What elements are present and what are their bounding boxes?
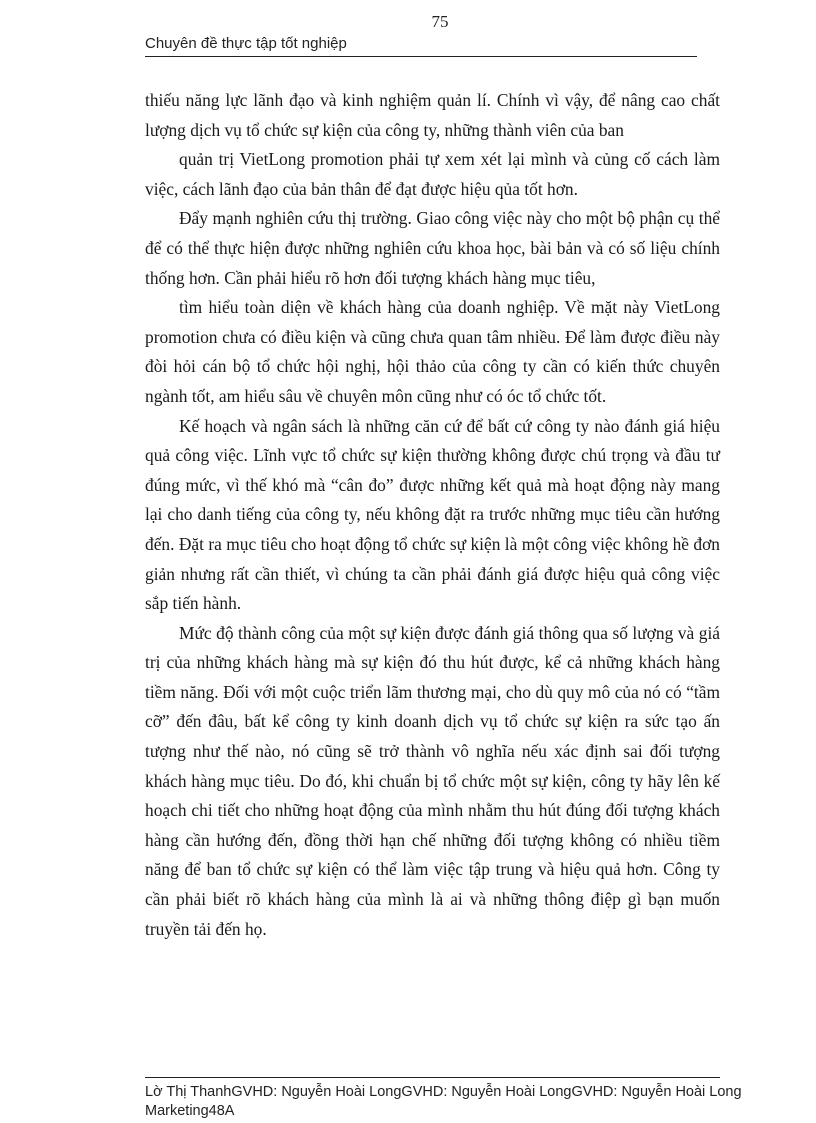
document-body — [145, 86, 720, 944]
footer-class-line: Marketing48A — [145, 1103, 235, 1119]
header-title: Chuyên đề thực tập tốt nghiệp — [145, 35, 347, 52]
footer-divider — [145, 1077, 720, 1078]
header-divider — [145, 56, 697, 57]
paragraph: tìm hiểu toàn diện về khách hàng của doanh nghiệp. Về mặt này VietLong promotion chưa có điều kiện và cũng chưa quan tâm nhiều. Để làm được điều này đòi hỏi cán bộ tổ chức hội nghị, hội thảo của công ty cần có kiến thức chuyên ngành tốt, am hiểu sâu về chuyên môn cũng như có óc tổ chức tốt. — [145, 297, 720, 406]
paragraph: Đẩy mạnh nghiên cứu thị trường. Giao công việc này cho một bộ phận cụ thể để có thể thực hiện được những nghiên cứu khoa học, bài bản và có số liệu chính thống hơn. Cần phải hiểu rõ hơn đối tượng khách hàng mục tiêu, — [145, 208, 720, 288]
page-number: 75 — [431, 12, 449, 31]
paragraph: thiếu năng lực lãnh đạo và kinh nghiệm quản lí. Chính vì vậy, để nâng cao chất lượng dịch vụ tổ chức sự kiện của công ty, những thành viên của ban — [145, 90, 720, 140]
paragraph: Kế hoạch và ngân sách là những căn cứ để bất cứ công ty nào đánh giá hiệu quả công việc. Lĩnh vực tổ chức sự kiện thường không được chú trọng và đầu tư đúng mức, vì thế khó mà “cân đo” được những kết quả mà hoạt động này mang lại cho danh tiếng của công ty, nếu không đặt ra trước những mục tiêu cần hướng đến. Đặt ra mục tiêu cho hoạt động tổ chức sự kiện là một công việc không hề đơn giản nhưng rất cần thiết, vì chúng ta cần phải đánh giá được hiệu quả công việc sắp tiến hành. — [145, 415, 720, 614]
paragraph: quản trị VietLong promotion phải tự xem xét lại mình và củng cố cách làm việc, cách lãnh đạo của bản thân để đạt được hiệu qủa tốt hơn. — [145, 149, 720, 199]
paragraph: Mức độ thành công của một sự kiện được đánh giá thông qua số lượng và giá trị của những khách hàng mà sự kiện đó thu hút được, kể cả những khách hàng tiềm năng. Đối với một cuộc triển lãm thương mại, cho dù quy mô của nó có “tầm cỡ” đến đâu, bất kể công ty kinh doanh dịch vụ tổ chức sự kiện ra sức tạo ấn tượng như thế nào, nó cũng sẽ trở thành vô nghĩa nếu xác định sai đối tượng khách hàng mục tiêu. Do đó, khi chuẩn bị tổ chức một sự kiện, công ty hãy lên kế hoạch chi tiết cho những hoạt động của mình nhằm thu hút đúng đối tượng khách hàng cần hướng đến, đồng thời hạn chế những đối tượng không có nhiều tiềm năng để ban tổ chức sự kiện có thể làm việc tập trung và hiệu quả hơn. Công ty cần phải biết rõ khách hàng của mình là ai và những thông điệp gì bạn muốn truyền tải đến họ. — [145, 622, 720, 939]
footer-author-line: Lờ Thị ThanhGVHD: Nguyễn Hoài LongGVHD: Nguyễn Hoài LongGVHD: Nguyễn Hoài Long — [145, 1084, 742, 1100]
